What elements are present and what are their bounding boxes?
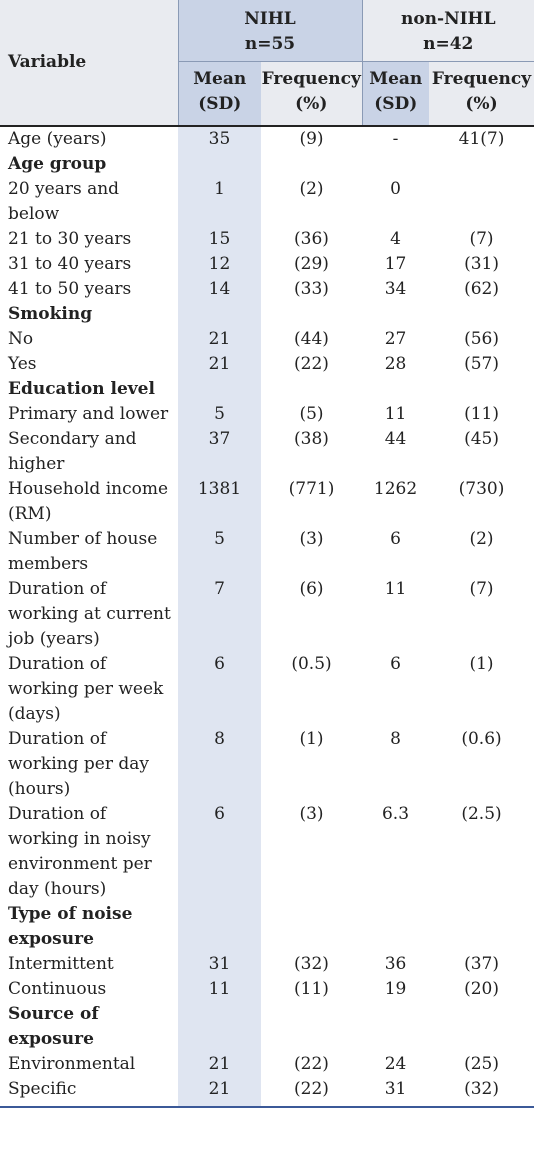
- non-nihl-mean-cell: 8: [390, 729, 401, 749]
- row-label: Duration of working in noisy environment per day (hours): [8, 804, 152, 899]
- non-nihl-frequency-cell: (32): [464, 1079, 499, 1099]
- section-row: [0, 302, 534, 327]
- table-header: [0, 0, 534, 126]
- non-nihl-group-n: n=42: [423, 34, 474, 54]
- section-row: [0, 1002, 534, 1052]
- nihl-frequency-cell: [261, 902, 362, 952]
- nihl-frequency-cell: [261, 377, 362, 402]
- non-nihl-mean-cell: [362, 302, 429, 327]
- nihl-mean-cell: [178, 902, 261, 952]
- row-label: 20 years and below: [8, 179, 120, 224]
- nihl-frequency-cell: [261, 152, 362, 177]
- row-label: No: [8, 329, 34, 349]
- non-nihl-mean-cell: [362, 1002, 429, 1052]
- nihl-frequency-cell: [261, 302, 362, 327]
- non-nihl-mean-cell: 24: [384, 1054, 407, 1074]
- nihl-mean-cell: 5: [178, 527, 261, 577]
- nihl-mean-cell: 31: [178, 952, 261, 977]
- non-nihl-mean-cell: 1262: [373, 479, 418, 499]
- row-label: Primary and lower: [8, 404, 169, 424]
- non-nihl-frequency-cell: (11): [464, 404, 499, 424]
- nihl-frequency-header: Frequency (%): [261, 62, 362, 127]
- table-row: [0, 277, 534, 302]
- row-label: Specific: [8, 1079, 77, 1099]
- non-nihl-mean-cell: [362, 152, 429, 177]
- nihl-frequency-cell: [261, 1002, 362, 1052]
- non-nihl-frequency-cell: [429, 302, 534, 327]
- non-nihl-mean-cell: 6: [390, 529, 401, 549]
- non-nihl-frequency-cell: [429, 902, 534, 952]
- nihl-frequency-cell: (3): [299, 804, 324, 824]
- section-row: [0, 152, 534, 177]
- nihl-mean-cell: [178, 1002, 261, 1052]
- non-nihl-frequency-cell: (2.5): [461, 804, 502, 824]
- non-nihl-mean-cell: 6.3: [381, 804, 410, 824]
- non-nihl-frequency-cell: (2): [469, 529, 494, 549]
- nihl-frequency-cell: (771): [288, 479, 335, 499]
- non-nihl-mean-cell: 17: [384, 254, 407, 274]
- nihl-frequency-cell: (38): [294, 429, 329, 449]
- nihl-frequency-cell: (1): [299, 729, 324, 749]
- table-row: [0, 427, 534, 477]
- row-label: Intermittent: [8, 954, 114, 974]
- row-label: Duration of working per week (days): [8, 654, 164, 724]
- nihl-mean-cell: 11: [178, 977, 261, 1002]
- non-nihl-mean-cell: 27: [384, 329, 407, 349]
- non-nihl-mean-header: Mean (SD): [362, 62, 429, 127]
- row-label: Type of noise exposure: [8, 904, 133, 949]
- nihl-mean-cell: 35: [178, 126, 261, 152]
- non-nihl-mean-cell: [362, 902, 429, 952]
- non-nihl-frequency-cell: (31): [464, 254, 499, 274]
- table-row: [0, 977, 534, 1002]
- nihl-mean-cell: 8: [178, 727, 261, 802]
- row-label: Smoking: [8, 304, 93, 324]
- section-row: [0, 902, 534, 952]
- nihl-group-n: n=55: [244, 34, 296, 54]
- non-nihl-frequency-cell: (7): [469, 229, 494, 249]
- row-label: Age (years): [8, 129, 107, 149]
- non-nihl-frequency-header: Frequency (%): [429, 62, 534, 127]
- non-nihl-frequency-cell: (57): [464, 354, 499, 374]
- table-row: [0, 802, 534, 902]
- nihl-group-name: NIHL: [244, 9, 296, 29]
- table-row: [0, 352, 534, 377]
- nihl-mean-cell: [178, 377, 261, 402]
- row-label: 41 to 50 years: [8, 279, 132, 299]
- non-nihl-group-name: non-NIHL: [400, 9, 496, 29]
- nihl-mean-cell: 6: [178, 652, 261, 727]
- nihl-mean-cell: [178, 302, 261, 327]
- row-label: Household income (RM): [8, 479, 169, 524]
- table-body: [0, 126, 534, 1107]
- non-nihl-mean-cell: 11: [384, 404, 407, 424]
- non-nihl-frequency-cell: [429, 1002, 534, 1052]
- nihl-frequency-cell: (0.5): [291, 654, 332, 674]
- non-nihl-frequency-cell: (7): [469, 579, 494, 599]
- nihl-frequency-cell: (2): [299, 179, 324, 199]
- nihl-mean-cell: 7: [178, 577, 261, 652]
- nihl-mean-cell: 6: [178, 802, 261, 902]
- nihl-frequency-cell: (32): [294, 954, 329, 974]
- row-label: Continuous: [8, 979, 107, 999]
- table-row: [0, 177, 534, 227]
- table-row: [0, 1077, 534, 1107]
- nihl-frequency-cell: (5): [299, 404, 324, 424]
- table-row: [0, 227, 534, 252]
- nihl-frequency-cell: (22): [294, 1054, 329, 1074]
- non-nihl-frequency-cell: [429, 377, 534, 402]
- non-nihl-mean-cell: 6: [390, 654, 401, 674]
- nihl-mean-cell: [178, 152, 261, 177]
- nihl-frequency-cell: (22): [294, 1079, 329, 1099]
- non-nihl-mean-cell: 19: [384, 979, 407, 999]
- non-nihl-mean-cell: 0: [390, 179, 401, 199]
- nihl-mean-cell: 1381: [178, 477, 261, 527]
- row-label: Age group: [8, 154, 107, 174]
- nihl-frequency-cell: (6): [299, 579, 324, 599]
- row-label: 21 to 30 years: [8, 229, 132, 249]
- row-label: Education level: [8, 379, 155, 399]
- non-nihl-mean-cell: 28: [384, 354, 407, 374]
- nihl-frequency-cell: (29): [294, 254, 329, 274]
- table-row: [0, 952, 534, 977]
- table-row: [0, 126, 534, 152]
- non-nihl-mean-cell: 44: [384, 429, 407, 449]
- row-label: Number of house members: [8, 529, 158, 574]
- nihl-mean-cell: 1: [178, 177, 261, 227]
- non-nihl-frequency-cell: (25): [464, 1054, 499, 1074]
- non-nihl-mean-cell: 11: [384, 579, 407, 599]
- table-row: [0, 477, 534, 527]
- non-nihl-frequency-cell: 41(7): [458, 129, 505, 149]
- non-nihl-frequency-cell: (20): [464, 979, 499, 999]
- nihl-mean-cell: 12: [178, 252, 261, 277]
- nihl-mean-cell: 21: [178, 352, 261, 377]
- non-nihl-frequency-cell: [429, 152, 534, 177]
- non-nihl-mean-cell: 36: [384, 954, 407, 974]
- table-row: [0, 577, 534, 652]
- nihl-frequency-cell: (3): [299, 529, 324, 549]
- row-label: Secondary and higher: [8, 429, 137, 474]
- row-label: Yes: [8, 354, 37, 374]
- non-nihl-frequency-cell: (37): [464, 954, 499, 974]
- non-nihl-mean-cell: 4: [390, 229, 401, 249]
- non-nihl-frequency-cell: (62): [464, 279, 499, 299]
- table-row: [0, 402, 534, 427]
- non-nihl-frequency-cell: (45): [464, 429, 499, 449]
- row-label: Duration of working per day (hours): [8, 729, 149, 799]
- row-label: Source of exposure: [8, 1004, 99, 1049]
- table-row: [0, 652, 534, 727]
- non-nihl-mean-cell: 31: [384, 1079, 407, 1099]
- nihl-mean-cell: 14: [178, 277, 261, 302]
- row-label: Environmental: [8, 1054, 136, 1074]
- table-row: [0, 252, 534, 277]
- table-row: [0, 727, 534, 802]
- nihl-frequency-cell: (22): [294, 354, 329, 374]
- nihl-frequency-cell: (44): [294, 329, 329, 349]
- nihl-mean-cell: 21: [178, 1052, 261, 1077]
- variable-header: Variable: [0, 0, 178, 126]
- nihl-mean-cell: 5: [178, 402, 261, 427]
- table-row: [0, 327, 534, 352]
- nihl-mean-cell: 37: [178, 427, 261, 477]
- nihl-group-header: [178, 0, 362, 62]
- non-nihl-frequency-cell: [429, 177, 534, 227]
- nihl-mean-cell: 21: [178, 1077, 261, 1107]
- nihl-frequency-cell: (33): [294, 279, 329, 299]
- non-nihl-frequency-cell: (730): [458, 479, 505, 499]
- non-nihl-group-header: [362, 0, 534, 62]
- non-nihl-mean-cell: [362, 377, 429, 402]
- table-row: [0, 1052, 534, 1077]
- nihl-frequency-cell: (36): [294, 229, 329, 249]
- row-label: Duration of working at current job (years): [8, 579, 171, 649]
- nihl-frequency-cell: (9): [299, 129, 324, 149]
- non-nihl-frequency-cell: (0.6): [461, 729, 502, 749]
- section-row: [0, 377, 534, 402]
- nihl-frequency-cell: (11): [294, 979, 329, 999]
- nihl-mean-cell: 15: [178, 227, 261, 252]
- table-row: [0, 527, 534, 577]
- non-nihl-mean-cell: -: [392, 129, 399, 149]
- nihl-mean-cell: 21: [178, 327, 261, 352]
- non-nihl-frequency-cell: (1): [469, 654, 494, 674]
- nihl-mean-header: Mean (SD): [178, 62, 261, 127]
- non-nihl-frequency-cell: (56): [464, 329, 499, 349]
- non-nihl-mean-cell: 34: [384, 279, 407, 299]
- row-label: 31 to 40 years: [8, 254, 132, 274]
